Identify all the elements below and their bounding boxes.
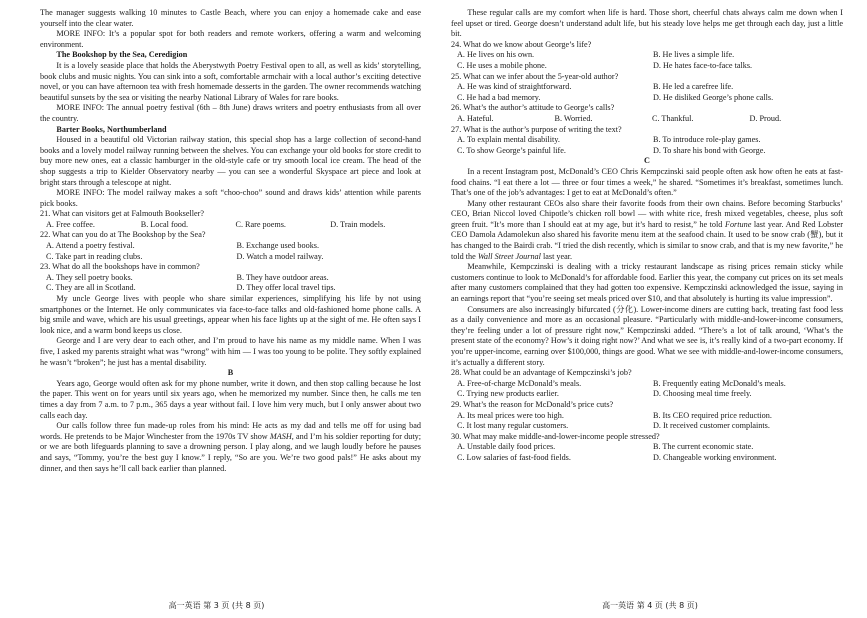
tv-show-title: MASH	[269, 431, 292, 441]
option-c: C. Rare poems.	[235, 219, 286, 229]
option-b: B. He led a carefree life.	[653, 82, 734, 92]
option-b: B. He lives a simple life.	[653, 50, 735, 60]
publication-title: Wall Street Journal	[477, 251, 541, 261]
question-text: 30. What may make middle-and-lower-income people stressed?	[451, 431, 660, 441]
option-b: B. Exchange used books.	[236, 241, 320, 251]
text-run: , and I’m his soldier reporting for duty; or we are both lifeguards planning to save a drowning person. I play along, and we laugh loudly before he pauses and says, “Tommy, you’re the best guy I know.” I reply, “So are you. We’re two good pals!” He asks about my dinner, and then says he’ll call back earlier than planned.	[40, 431, 421, 473]
question-text: 26. What’s the author’s attitude to George’s calls?	[451, 103, 615, 113]
passage-c-paragraph-3: Meanwhile, Kempczinski is dealing with a tricky restaurant landscape as rising prices remain sticky while customers continue to look to McDonald’s for affordable food. Earlier this year, the company cut prices on its set meals after many customers complained that they had gotten too expensive. Kempczinski acknowledged the issue, saying in an earnings report that “you’re seeing set meals priced over $10, and that absolutely is hurting its value impression”.	[451, 262, 843, 304]
option-c: C. To show George’s painful life.	[457, 145, 566, 155]
publication-title: Fortune	[724, 219, 752, 229]
question-text: 21. What can visitors get at Falmouth Bookseller?	[40, 209, 205, 219]
question-block-26	[451, 103, 843, 124]
text-run: Our calls follow three fun made-up roles from his mind: He acts as my dad and tells me off for using bad words. He pretends to be Major Winchester from the 1970s TV show	[40, 421, 421, 441]
question-text: 23. What do all the bookshops have in common?	[40, 262, 200, 272]
passage-b-paragraph-4	[40, 421, 421, 474]
option-d: D. Train models.	[330, 219, 386, 229]
passage-b-paragraph-1: My uncle George lives with people who share similar experiences, simplifying his life by not using smartphones or the Internet. He only communicates via face-to-face talks and old-fashioned home phone calls. A big smile and wave, which are his usual greetings, appear when his face lights up at the sight of me. He often says I look nice, and a warm bond keeps us close.	[40, 294, 421, 335]
section-b-letter: B	[227, 368, 234, 378]
option-c: C. Thankful.	[652, 113, 694, 123]
question-text: 24. What do we know about George’s life?	[451, 39, 592, 49]
page-left	[0, 0, 433, 618]
passage-c-paragraph-1: In a recent Instagram post, McDonald’s CEO Chris Kempczinski said people often ask how often he eats at fast-food chains. “I eat there a lot — three or four times a week,” he shared. “Sometimes it’s breakfast, sometimes lunch. That’s one of the job’s advantages: I get to eat at McDonald’s often.”	[451, 166, 843, 198]
option-b: B. Worried.	[554, 113, 593, 123]
page-right	[433, 0, 867, 618]
option-b: B. Frequently eating McDonald’s meals.	[653, 378, 786, 388]
option-b: B. Local food.	[140, 219, 189, 229]
option-a: A. Unstable daily food prices.	[457, 442, 556, 452]
option-d: D. Choosing meal time freely.	[653, 389, 752, 399]
passage-c-paragraph-4: Consumers are also increasingly bifurcated (分化). Lower-income diners are cutting back, treating fast food less as a daily convenience and more as an occasional pleasure. “Particularly with middle-and-lower-income consumers, they’re feeling under a lot of pressure right now,” Kempczinski added. “There’s a lot of talk around, ‘What’s the present state of the economy? How’s it doing right now?’ And what we see is, it’s really kind of a two-part economy. If you’re upper-income, earning over $100,000, things are good. What we see with middle-and-lower-income consumers, it’s actually a different story.	[451, 304, 843, 367]
option-d: D. He disliked George’s phone calls.	[653, 92, 774, 102]
question-block-28	[451, 368, 843, 400]
option-a: A. Hateful.	[457, 113, 494, 123]
option-c: C. They are all in Scotland.	[46, 283, 136, 293]
question-block-21	[40, 209, 421, 230]
option-d: D. Proud.	[749, 113, 782, 123]
text-run: Many other restaurant CEOs also share their favorite foods from their own chains. Before becoming Starbucks’ CEO, Brian Niccol loved Chipotle’s chicken roll bowl — with white rice, fresh mixed vegetables, cheese, plus soft green fruit. “It’s more than I should eat at my age, but it’s hard to resist,” he told	[451, 198, 843, 229]
option-c: C. He had a bad memory.	[457, 92, 541, 102]
option-a: A. Attend a poetry festival.	[46, 241, 135, 251]
option-d: D. It received customer complaints.	[653, 421, 770, 431]
question-block-22	[40, 230, 421, 262]
passage-c-paragraph-2	[451, 199, 843, 263]
option-c: C. Low salaries of fast-food fields.	[457, 452, 571, 462]
option-c: C. He uses a mobile phone.	[457, 60, 547, 70]
option-c: C. Take part in reading clubs.	[46, 251, 143, 261]
question-text: 25. What can we infer about the 5-year-old author?	[451, 71, 619, 81]
option-a: A. They sell poetry books.	[46, 272, 133, 282]
passage-b-paragraph-3: Years ago, George would often ask for my phone number, write it down, and then stop calling because he lost the paper. This went on for years until six years ago, when he memorized my number. Since then, he calls me ten times a day from 7 a.m. to 7 p.m., 365 days a year without fail. I love him very much, but I only answer about two calls each day.	[40, 378, 421, 420]
section-c-letter: C	[644, 156, 650, 166]
shop-more-info-bookshop-by-the-sea: MORE INFO: The annual poetry festival (6th – 8th June) draws writers and poetry enthusiasts from all over the country.	[40, 103, 421, 123]
option-d: D. To share his bond with George.	[653, 145, 766, 155]
option-b: B. Its CEO required price reduction.	[653, 410, 772, 420]
shop-body-barter-books: Housed in a beautiful old Victorian railway station, this special shop has a large collection of second-hand books and a lovely model railway running between the shelves. You can exchange your old books for store credit to buy more new ones, eat a classic hamburger in the old-style cafe or try smooth local ice cream. The head of the shop suggests a trip to Kielder Observatory nearby — you can see a wonderful Skyspace art piece and look at bright stars through a telescope at night.	[40, 135, 421, 187]
question-block-23	[40, 262, 421, 294]
option-c: C. It lost many regular customers.	[457, 421, 569, 431]
question-block-29	[451, 400, 843, 432]
option-d: D. They offer local travel tips.	[236, 283, 336, 293]
page-footer: 高一英语 第 4 页 (共 8 页)	[602, 601, 698, 611]
option-b: B. They have outdoor areas.	[236, 272, 329, 282]
bookshop-intro: The manager suggests walking 10 minutes to Castle Beach, where you can enjoy a homemade cake and ease yourself into the clear water.	[40, 8, 421, 28]
question-block-30	[451, 432, 843, 464]
question-block-24	[451, 40, 843, 72]
option-a: A. He lives on his own.	[457, 50, 535, 60]
option-b: B. The current economic state.	[653, 442, 754, 452]
option-a: A. To explain mental disability.	[457, 135, 560, 145]
bookshop-intro-more-info: MORE INFO: It’s a popular spot for both readers and remote workers, offering a warm and welcoming environment.	[40, 29, 421, 49]
option-a: A. Its meal prices were too high.	[457, 410, 564, 420]
question-text: 28. What could be an advantage of Kempczinski’s job?	[451, 368, 632, 378]
shop-title-bookshop-by-the-sea: The Bookshop by the Sea, Ceredigion	[56, 50, 188, 60]
passage-b-paragraph-2: George and I are very dear to each other, and I’m proud to have his name as my middle name. When I was five, I asked my parents straight what was “wrong” with him — I was too young to be polite. They softly explained he wasn’t “broken”; he just has a mental disability.	[40, 336, 421, 367]
passage-b-continued: These regular calls are my comfort when life is hard. Those short, cheerful chats always calm me down when I feel upset or tired. George doesn’t understand adult life, but his steady love helps me get through each day, just a little bit.	[451, 8, 843, 39]
option-c: C. Trying new products earlier.	[457, 389, 559, 399]
shop-title-barter-books: Barter Books, Northumberland	[56, 124, 167, 134]
question-text: 29. What’s the reason for McDonald’s price cuts?	[451, 399, 614, 409]
option-d: D. Watch a model railway.	[236, 251, 324, 261]
option-a: A. He was kind of straightforward.	[457, 82, 572, 92]
question-text: 27. What is the author’s purpose of writing the text?	[451, 124, 622, 134]
text-run: last year. And Red Lobster CEO Damola Adamolekun also shared his favorite menu item at the seafood chain. It used to be snow crab (蟹), but it has changed to the Bairdi crab. “I tried the dish recently, which is similar to snow crab, and that is my new favorite,” he told the	[451, 219, 843, 261]
page-footer: 高一英语 第 3 页 (共 8 页)	[168, 601, 265, 611]
question-block-27	[451, 125, 843, 157]
question-block-25	[451, 72, 843, 104]
question-text: 22. What can you do at The Bookshop by the Sea?	[40, 230, 206, 240]
option-a: A. Free coffee.	[46, 219, 95, 229]
option-d: D. He hates face-to-face talks.	[653, 60, 753, 70]
shop-body-bookshop-by-the-sea: It is a lovely seaside place that holds the Aberystwyth Poetry Festival open to all, as well as kids’ storytelling, book clubs and music nights. You can sink into a soft, comfortable armchair with a local author’s exciting detective novel, or you can have afternoon tea with fresh homemade desserts in the garden. The owner recommends watching beautiful sunsets by the sea or visiting the nearby National Library of Wales for rare books.	[40, 60, 421, 102]
option-b: B. To introduce role-play games.	[653, 135, 761, 145]
option-d: D. Changeable working environment.	[653, 452, 777, 462]
option-a: A. Free-of-charge McDonald’s meals.	[457, 378, 582, 388]
shop-more-info-barter-books: MORE INFO: The model railway makes a soft “choo-choo” sound and draws kids’ attention while parents pick books.	[40, 188, 421, 208]
text-run: last year.	[540, 251, 573, 261]
